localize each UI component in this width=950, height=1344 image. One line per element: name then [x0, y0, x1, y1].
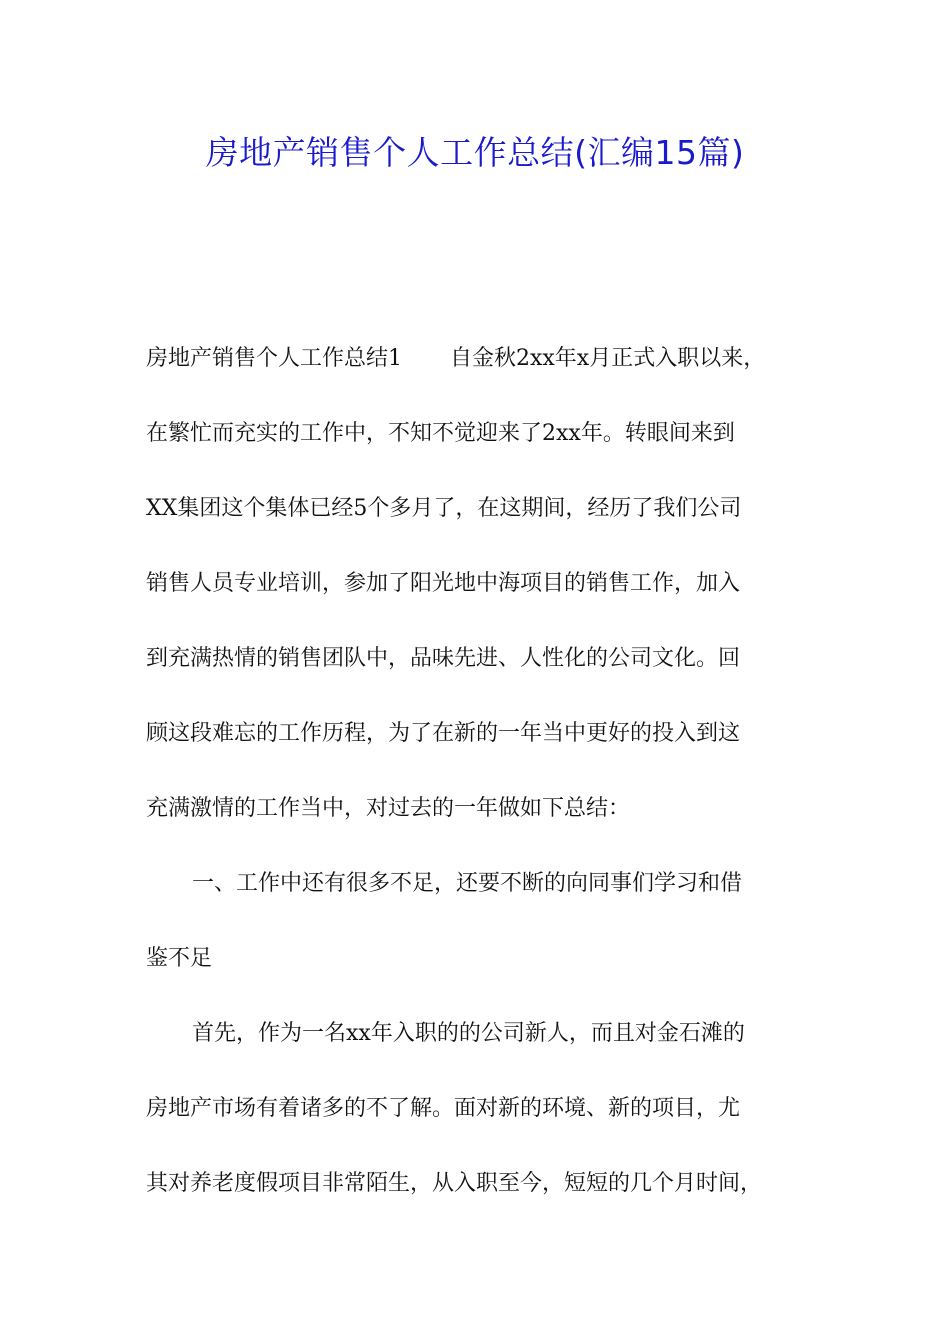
paragraph-line: 一、工作中还有很多不足，还要不断的向同事们学习和借: [192, 871, 743, 896]
paragraph-line: XX集团这个集体已经5个多月了，在这期间，经历了我们公司: [146, 496, 742, 521]
paragraph-line: 房地产市场有着诸多的不了解。面对新的环境、新的项目，尤: [146, 1096, 741, 1121]
paragraph-line: 在繁忙而充实的工作中，不知不觉迎来了2xx年。转眼间来到: [146, 421, 735, 446]
paragraph-text: 自金秋2xx年x月正式入职以来，: [450, 346, 766, 371]
section-heading: 房地产销售个人工作总结1: [146, 346, 402, 371]
paragraph-line: 其对养老度假项目非常陌生，从入职至今，短短的几个月时间，: [146, 1171, 763, 1196]
paragraph-line: 顾这段难忘的工作历程，为了在新的一年当中更好的投入到这: [146, 721, 741, 746]
paragraph-line: [146, 344, 765, 374]
paragraph-line: 充满激情的工作当中，对过去的一年做如下总结：: [146, 796, 631, 821]
paragraph-line: 到充满热情的销售团队中，品味先进、人性化的公司文化。回: [146, 646, 741, 671]
document-title: 房地产销售个人工作总结(汇编15篇): [205, 133, 745, 172]
paragraph-line: 鉴不足: [146, 946, 213, 971]
paragraph-line: 首先，作为一名xx年入职的的公司新人，而且对金石滩的: [192, 1021, 745, 1046]
paragraph-line: 销售人员专业培训，参加了阳光地中海项目的销售工作，加入: [146, 571, 741, 596]
